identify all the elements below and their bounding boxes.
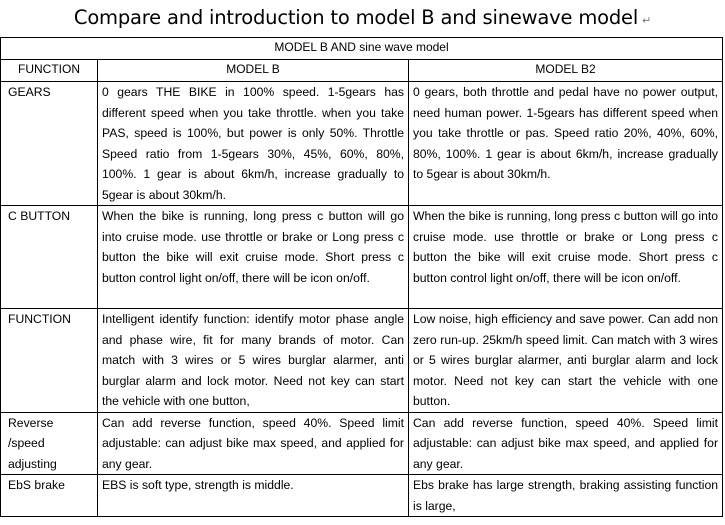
- cell-model-b2: When the bike is running, long press c button will go into cruise mode. use throttle or brake or Long press c button the bike will exit cruise mode. Short press c button control light on/off, there will be icon on/off.: [409, 206, 723, 309]
- cell-model-b2: Can add reverse function, speed 40%. Speed limit adjustable: can adjust bike max speed, and applied for any gear.: [409, 412, 723, 475]
- cell-model-b: EBS is soft type, strength is middle.: [98, 475, 409, 517]
- cell-model-b: Can add reverse function, speed 40%. Speed limit adjustable: can adjust bike max speed, and applied for any gear.: [98, 412, 409, 475]
- row-label-gears: GEARS: [1, 82, 98, 206]
- paragraph-mark: ↵: [642, 14, 652, 27]
- header-model-b: MODEL B: [98, 60, 409, 82]
- page-title: Compare and introduction to model B and sinewave model ↵: [73, 6, 652, 29]
- cell-model-b2: 0 gears, both throttle and pedal have no power output, need human power. 1-5gears has different speed when you take throttle or pas. Speed ratio 20%, 40%, 60%, 80%, 100%. 1 gear is about 6km/h, increase gradually to 5gear is about 30km/h.: [409, 82, 723, 206]
- cell-model-b2: Ebs brake has large strength, braking assisting function is large,: [409, 475, 723, 517]
- table-row: [1, 206, 723, 309]
- table-caption-row: [1, 38, 723, 60]
- table-row: [1, 309, 723, 413]
- row-label-c-button: C BUTTON: [1, 206, 98, 309]
- cell-model-b2: Low noise, high efficiency and save power. Can add non zero run-up. 25km/h speed limit. Can match with 3 wires or 5 wires burglar alarmer, anti burglar alarm and lock motor. Need not key can start the vehicle with one button.: [409, 309, 723, 413]
- table-row: [1, 475, 723, 517]
- comparison-table: [0, 37, 723, 517]
- table-row: [1, 412, 723, 475]
- table-header-row: [1, 60, 723, 82]
- cell-model-b: 0 gears THE BIKE in 100% speed. 1-5gears has different speed when you take throttle. when you take PAS, speed is 100%, but power is only 50%. Throttle Speed ratio from 1-5gears 30%, 45%, 60%, 80%, 100%. 1 gear is about 6km/h, increase gradually to 5gear is about 30km/h.: [98, 82, 409, 206]
- row-label-function: FUNCTION: [1, 309, 98, 413]
- cell-model-b: Intelligent identify function: identify motor phase angle and phase wire, fit for many brands of motor. Can match with 3 wires or 5 wires burglar alarmer, anti burglar alarm and lock motor. Need not key can start the vehicle with one button,: [98, 309, 409, 413]
- row-label-ebs-brake: EbS brake: [1, 475, 98, 517]
- cell-model-b: When the bike is running, long press c button will go into cruise mode. use throttle or brake or Long press c button the bike will exit cruise mode. Short press c button control light on/off, there will be icon on/off.: [98, 206, 409, 309]
- header-model-b2: MODEL B2: [409, 60, 723, 82]
- row-label-reverse: Reverse /speed adjusting: [1, 412, 98, 475]
- header-function: FUNCTION: [1, 60, 98, 82]
- table-caption: MODEL B AND sine wave model: [1, 38, 723, 60]
- table-row: [1, 82, 723, 206]
